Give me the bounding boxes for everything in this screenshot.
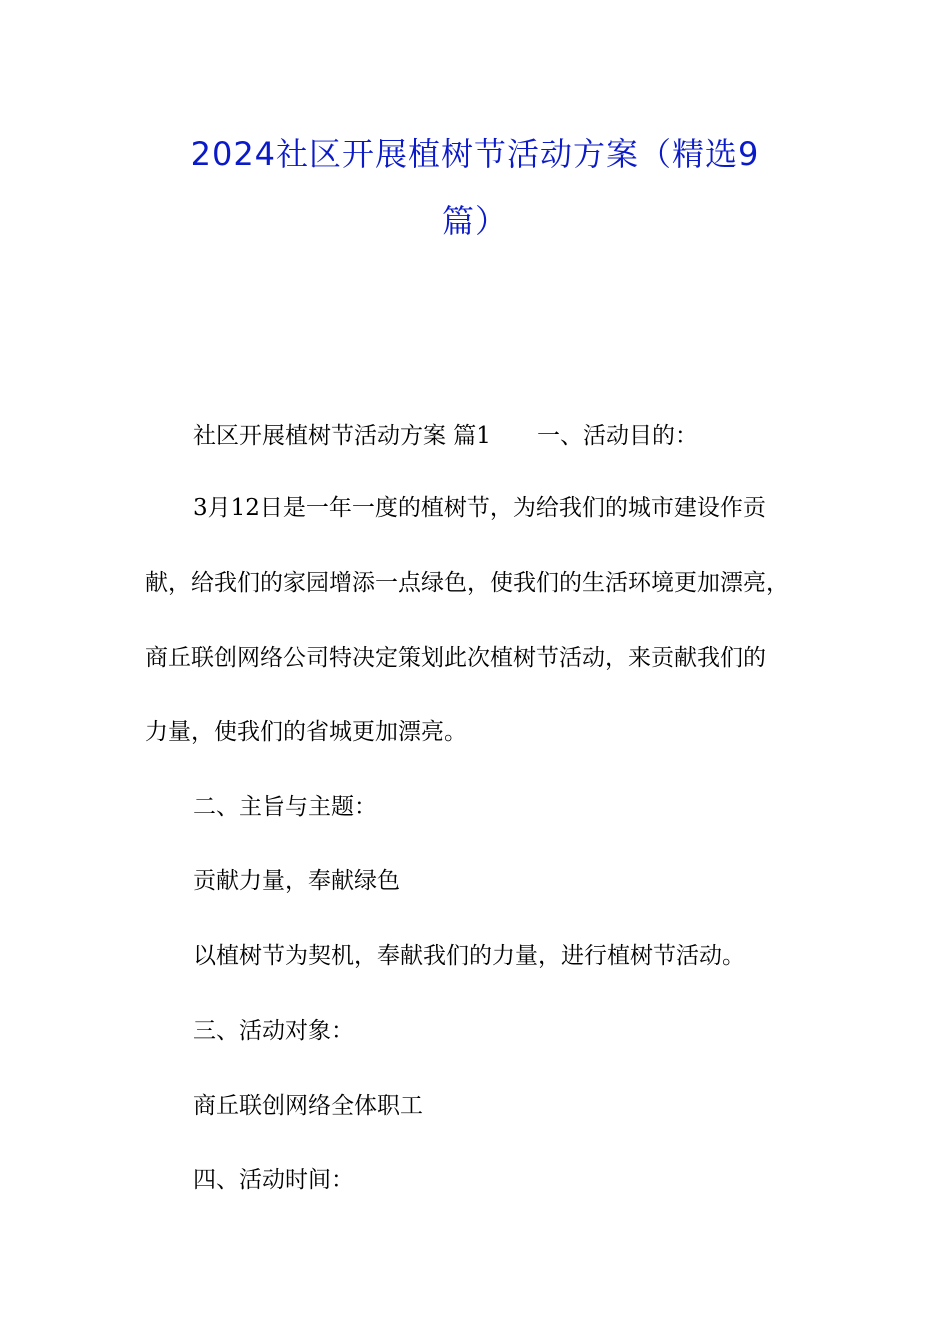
title-line-2: 篇） [441,202,508,240]
paragraph-line: 献，给我们的家园增添一点绿色，使我们的生活环境更加漂亮， [145,570,789,596]
section-heading-time: 四、活动时间： [193,1167,354,1193]
section-heading-audience: 三、活动对象： [193,1018,354,1044]
paragraph-line: 3月12日是一年一度的植树节，为给我们的城市建设作贡 [193,495,766,521]
section-heading-theme: 二、主旨与主题： [193,794,377,820]
paragraph-line: 商丘联创网络全体职工 [193,1093,423,1119]
paragraph-line: 力量，使我们的省城更加漂亮。 [145,719,467,745]
title-line-1: 2024社区开展植树节活动方案（精选9 [190,135,760,173]
paragraph-line: 以植树节为契机，奉献我们的力量，进行植树节活动。 [193,943,745,969]
section-heading-plan-1: 社区开展植树节活动方案 篇1 一、活动目的： [193,423,698,449]
paragraph-line: 贡献力量，奉献绿色 [193,868,400,894]
paragraph-line: 商丘联创网络公司特决定策划此次植树节活动，来贡献我们的 [145,645,766,671]
